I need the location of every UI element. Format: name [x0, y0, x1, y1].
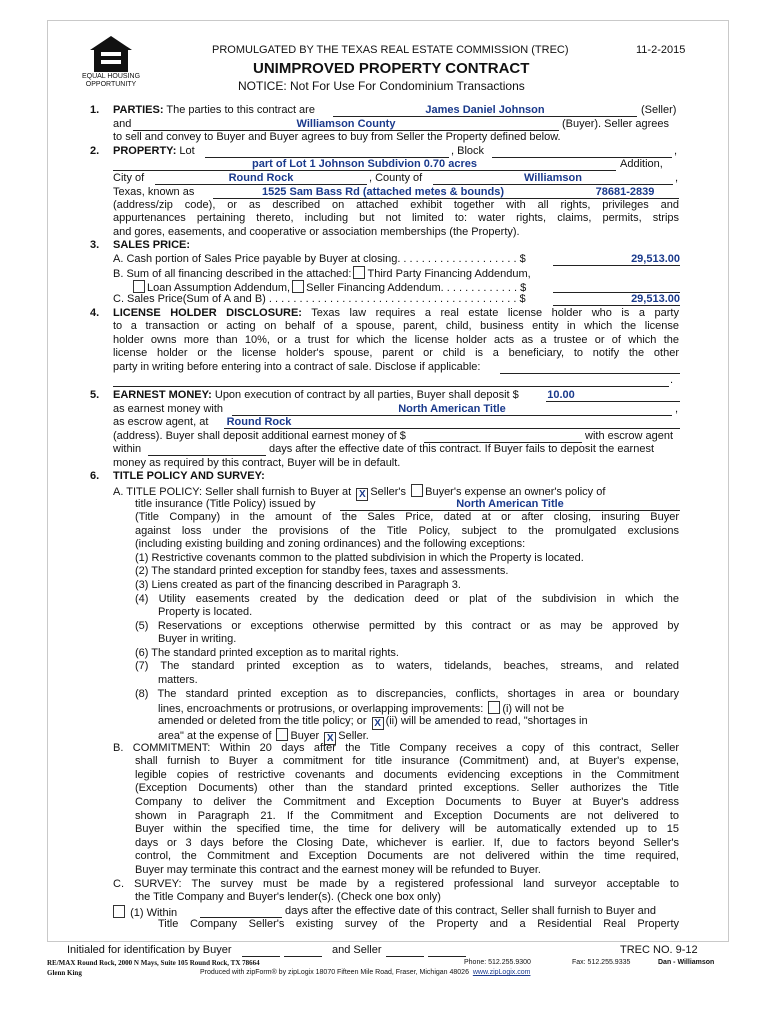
trec-number: TREC NO. 9-12: [620, 944, 698, 956]
additional-earnest-line[interactable]: [424, 430, 582, 443]
section-2-number: 2.: [90, 145, 100, 157]
property-lot-label: PROPERTY: Lot: [113, 145, 195, 157]
county-comma: ,: [675, 172, 679, 184]
seller-label: (Seller): [641, 104, 677, 116]
with-escrow-agent: with escrow agent: [585, 430, 674, 442]
within-days-line[interactable]: [148, 443, 266, 456]
sales-price-field[interactable]: 29,513.00: [631, 293, 680, 305]
exception-7b: matters.: [158, 674, 198, 686]
within-days-text: days after the effective date of this contract. If Buyer fails to deposit the earnest: [269, 443, 655, 455]
loan-assumption-checkbox[interactable]: [133, 280, 145, 293]
commitment-line-10: Buyer may terminate this contract and the earnest money will be refunded to Buyer.: [135, 864, 541, 876]
exception-4a: (4) Utility easements created by the dedication deed or plat of the subdivision in which the: [135, 593, 679, 605]
lot-line[interactable]: [205, 145, 449, 158]
and-seller-label: and Seller: [332, 944, 382, 956]
survey-line-3b: days after the effective date of this contract, Seller shall furnish to Buyer and: [285, 905, 656, 917]
buyer-initial-line-2[interactable]: [284, 944, 322, 957]
financing-line-1: B. Sum of all financing described in the attached: Third Party Financing Addendum,: [113, 268, 531, 280]
cash-portion-field[interactable]: 29,513.00: [631, 253, 680, 265]
section-1-number: 1.: [90, 104, 100, 116]
section-2-line-5: (address/zip code), or as described on attached exhibit together with all rights, privileges and: [113, 199, 679, 211]
commitment-line-2: shall furnish to Buyer a commitment for title insurance (Commitment) and, at Buyer's expense,: [135, 755, 679, 767]
seller-field[interactable]: James Daniel Johnson: [425, 104, 545, 116]
notice-line: NOTICE: Not For Use For Condominium Transactions: [238, 79, 525, 93]
section-2-line-7: and gores, easements, and cooperative or association memberships (the Property).: [113, 226, 520, 238]
escrow-at-field[interactable]: Round Rock: [226, 416, 292, 428]
known-as-field[interactable]: 1525 Sam Bass Rd (attached metes & bounds): [261, 186, 505, 198]
survey-line-3: (1) Within: [111, 905, 177, 921]
section-4-number: 4.: [90, 307, 100, 319]
section-4-line-1: LICENSE HOLDER DISCLOSURE: Texas law requires a real estate license holder who is a party: [113, 307, 679, 319]
exception-3: (3) Liens created as part of the financing described in Paragraph 3.: [135, 579, 461, 591]
title-policy-line-4: against loss under the provisions of the Title Policy, subject to the promulgated exclusions: [135, 525, 679, 537]
section-1-line-1: PARTIES: The parties to this contract are: [113, 104, 315, 116]
third-party-financing-checkbox[interactable]: [353, 266, 365, 279]
commitment-line-3: legible copies of restrictive covenants and documents evidencing exceptions in the Commitment: [135, 769, 679, 781]
commitment-line-9: control, the Commitment and Exception Documents are not delivered within the time required,: [135, 850, 679, 862]
disclosure-line-2[interactable]: [113, 374, 669, 387]
agent-name: Glenn King: [47, 969, 82, 977]
broker-fax: Fax: 512.255.9335: [572, 959, 631, 966]
earnest-with-label: as earnest money with: [113, 403, 224, 415]
exception-7a: (7) The standard printed exception as to waters, tidelands, beaches, streams, and related: [135, 660, 679, 672]
logo-caption: EQUAL HOUSING OPPORTUNITY: [81, 73, 141, 88]
title-policy-line-2: title insurance (Title Policy) issued by: [135, 498, 316, 510]
buyer-field[interactable]: Williamson County: [296, 118, 396, 130]
exception-2: (2) The standard printed exception for standby fees, taxes and assessments.: [135, 565, 509, 577]
subdivision-field[interactable]: part of Lot 1 Johnson Subdivion 0.70 acres: [252, 158, 477, 170]
commitment-line-1: B. COMMITMENT: Within 20 days after the Title Company receives a copy of this contract, Seller: [113, 742, 679, 754]
survey-line-2: the Title Company and Buyer's lender(s). (Check one box only): [135, 891, 441, 903]
buyer-label: (Buyer). Seller agrees: [562, 118, 669, 130]
city-field[interactable]: Round Rock: [228, 172, 294, 184]
section-6-number: 6.: [90, 470, 100, 482]
survey-line-4: Title Company Seller's existing survey of the Property and a Residential Real Property: [158, 918, 679, 930]
section-5-line-1: EARNEST MONEY: Upon execution of contract by all parties, Buyer shall deposit $: [113, 389, 519, 401]
known-as-label: Texas, known as: [113, 186, 195, 198]
disclosure-period: .: [670, 374, 674, 386]
seller-initial-line-2[interactable]: [428, 944, 466, 957]
section-4-line-4: license holder or the license holder's spouse, parent or child is a beneficiary, to notify the other: [113, 347, 679, 359]
block-line[interactable]: [492, 145, 672, 158]
escrow-at-label: as escrow agent, at: [113, 416, 209, 428]
expense-buyer-checkbox[interactable]: [276, 728, 288, 741]
block-label: , Block: [451, 145, 485, 157]
exception-4b: Property is located.: [158, 606, 253, 618]
survey-line-1: C. SURVEY: The survey must be made by a registered professional land surveyor acceptable to: [113, 878, 679, 890]
exception-8a: (8) The standard printed exception as to discrepancies, conflicts, shortages in area or boundary: [135, 688, 679, 700]
exception-1: (1) Restrictive covenants common to the platted subdivision in which the Property is located.: [135, 552, 584, 564]
section-4-line-3: holder owns more than 10%, or a trust for which the license holder acts as a trustee or of which the: [113, 334, 679, 346]
form-date: 11-2-2015: [636, 44, 686, 56]
section-2-line-6: appurtenances pertaining thereto, including but not limited to: water rights, claims, permits, strips: [113, 212, 679, 224]
commitment-line-4: (Exception Documents) other than the standard printed exceptions. Seller authorizes the Title: [135, 782, 679, 794]
cash-portion-label: A. Cash portion of Sales Price payable by Buyer at closing. . . . . . . . . . . . . . . . . . . . $: [113, 253, 526, 265]
commitment-line-8: days or 3 days before the Closing Date, whichever is earlier. If, due to factors beyond Seller's: [135, 837, 679, 849]
sales-price-label: C. Sales Price(Sum of A and B) . . . . . . . . . . . . . . . . . . . . . . . . . . . . . . . . . . . . . . . . . $: [113, 293, 526, 305]
additional-earnest-label: (address). Buyer shall deposit additional earnest money of $: [113, 430, 406, 442]
addition-label: Addition,: [620, 158, 663, 170]
survey-option-1-checkbox[interactable]: [113, 905, 125, 918]
disclosure-line-1[interactable]: [500, 361, 680, 374]
earnest-money-field[interactable]: 10.00: [547, 389, 575, 401]
broker-phone: Phone: 512.255.9300: [464, 959, 531, 966]
sellers-expense-checkbox[interactable]: X: [356, 488, 368, 501]
buyer-initial-line-1[interactable]: [242, 944, 280, 957]
county-field[interactable]: Williamson: [524, 172, 582, 184]
buyers-expense-checkbox[interactable]: [411, 484, 423, 497]
seller-initial-line-1[interactable]: [386, 944, 424, 957]
equal-housing-icon: [88, 34, 134, 74]
section-4-line-2: to a transaction or acting on behalf of a spouse, parent, child, business entity in which the license: [113, 320, 679, 332]
section-4-line-5: party in writing before entering into a contract of sale. Disclose if applicable:: [113, 361, 481, 373]
commitment-line-5: Company to deliver the Commitment and Exception Documents to Buyer at Buyer's address: [135, 796, 679, 808]
city-label: City of: [113, 172, 145, 184]
promulgated-line: PROMULGATED BY THE TEXAS REAL ESTATE COMMISSION (TREC): [212, 44, 569, 56]
section-6-heading: TITLE POLICY AND SURVEY:: [113, 470, 265, 482]
section-5-number: 5.: [90, 389, 100, 401]
section-1-line-3: to sell and convey to Buyer and Buyer agrees to buy from Seller the Property defined below.: [113, 131, 561, 143]
title-policy-line-1: A. TITLE POLICY: Seller shall furnish to Buyer at X Seller's Buyer's expense an owner's policy of: [113, 486, 606, 500]
zip-field[interactable]: 78681-2839: [595, 186, 655, 198]
section-3-number: 3.: [90, 239, 100, 251]
exception-5a: (5) Reservations or exceptions otherwise permitted by this contract or as may be approved by: [135, 620, 679, 632]
expense-seller-checkbox[interactable]: X: [324, 732, 336, 745]
exception-8b: lines, encroachments or protrusions, or overlapping improvements: (i) will not be: [158, 703, 565, 715]
document-title: UNIMPROVED PROPERTY CONTRACT: [253, 60, 530, 77]
section-3-heading: SALES PRICE:: [113, 239, 191, 251]
escrow-with-comma: ,: [675, 403, 679, 415]
county-label: , County of: [369, 172, 423, 184]
title-policy-line-5: (including existing building and zoning ordinances) and the following exceptions:: [135, 538, 526, 550]
equal-housing-logo: [88, 34, 134, 74]
ziplogix-link[interactable]: www.zipLogix.com: [472, 969, 531, 976]
commitment-line-6: shown in Paragraph 21. If the Commitment and Exception Documents are not delivered to: [135, 810, 679, 822]
survey-days-line[interactable]: [200, 905, 282, 918]
will-be-amended-checkbox[interactable]: X: [372, 717, 384, 730]
exception-5b: Buyer in writing.: [158, 633, 237, 645]
seller-financing-checkbox[interactable]: [292, 280, 304, 293]
financing-amount-line[interactable]: [553, 280, 680, 293]
produced-by: Produced with zipForm® by zipLogix 18070 Fifteen Mile Road, Fraser, Michigan 48026 www.zipLogix.com: [200, 969, 531, 976]
financing-line-2: Loan Assumption Addendum, Seller Financing Addendum. . . . . . . . . . . . . $: [131, 280, 526, 296]
initialed-buyer-label: Initialed for identification by Buyer: [67, 944, 232, 956]
broker-info: RE/MAX Round Rock, 2000 N Mays, Suite 105 Round Rock, TX 78664: [47, 959, 260, 967]
title-policy-line-3: (Title Company) in the amount of the Sales Price, dated at or after closing, insuring Buyer: [135, 511, 679, 523]
exception-8c: amended or deleted from the title policy; or X (ii) will be amended to read, "shortages in: [158, 715, 588, 729]
escrow-with-field[interactable]: North American Title: [398, 403, 506, 415]
exception-8d: area" at the expense of Buyer X Seller.: [158, 730, 369, 744]
exception-6: (6) The standard printed exception as to marital rights.: [135, 647, 399, 659]
will-not-be-amended-checkbox[interactable]: [488, 701, 500, 714]
document-name: Dan - Williamson: [658, 959, 715, 966]
commitment-line-7: Buyer within the specified time, the time for delivery will be automatically extended up to 15: [135, 823, 679, 835]
title-company-field[interactable]: North American Title: [456, 498, 564, 510]
block-comma: ,: [674, 145, 678, 157]
within-label: within: [113, 443, 142, 455]
section-1-and: and: [113, 118, 132, 130]
section-5-line-6: money as required by this contract, Buyer will be in default.: [113, 457, 401, 469]
